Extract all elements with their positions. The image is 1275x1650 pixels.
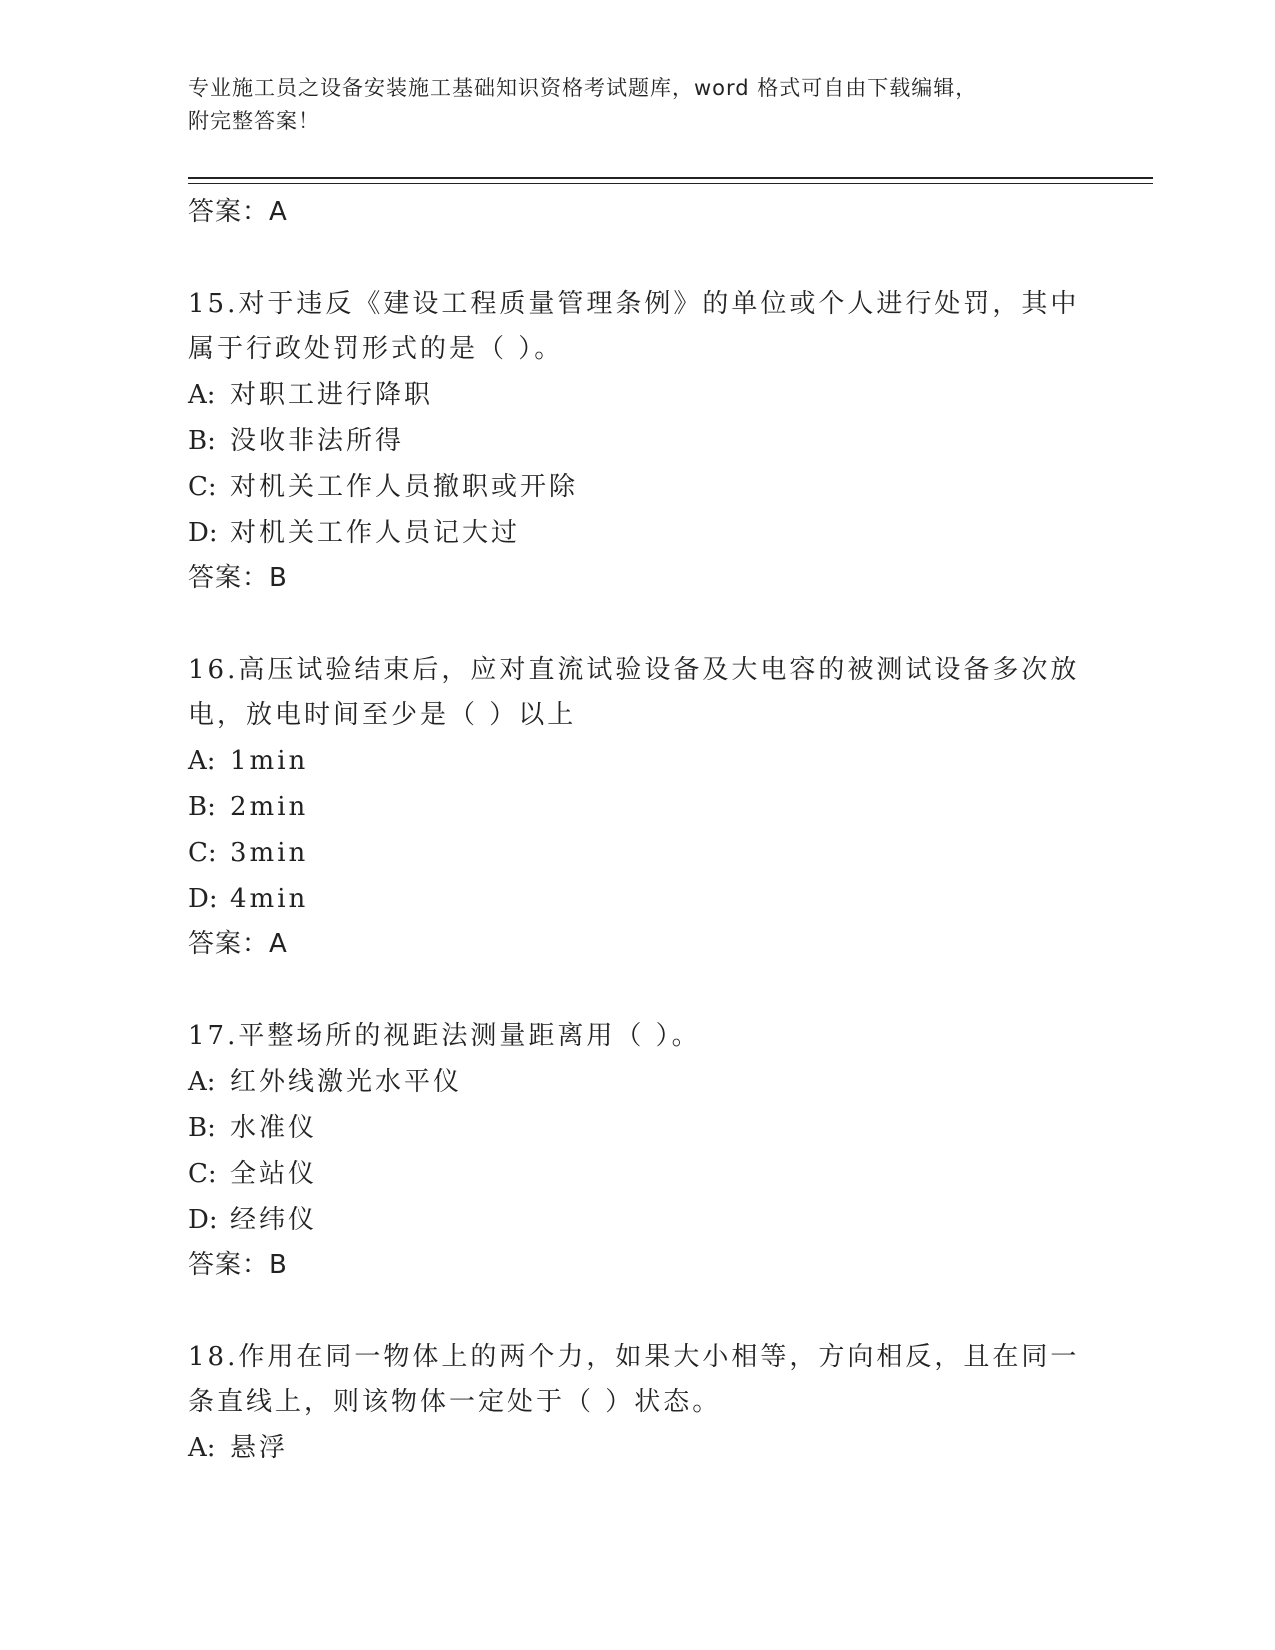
header-divider-thin [188,183,1153,184]
option-text: 对职工进行降职 [230,380,434,410]
question-stem: 电，放电时间至少是（ ）以上 [188,700,577,730]
option-text: 全站仪 [230,1159,318,1189]
answer-option [188,1105,1088,1151]
question-stem: 16.高压试验结束后，应对直流试验设备及大电容的被测试设备多次放 [188,655,1080,685]
question-stem: 17.平整场所的视距法测量距离用（ ）。 [188,1021,701,1051]
answer-option [188,784,1088,830]
answer-line: 答案：A [188,197,288,227]
option-letter: B: [188,426,216,456]
header-divider-thick [188,177,1153,179]
option-letter: A: [188,1067,216,1097]
option-text: 经纬仪 [230,1205,318,1235]
answer-option [188,372,1088,418]
question-stem: 15.对于违反《建设工程质量管理条例》的单位或个人进行处罚，其中 [188,289,1080,319]
option-text: 对机关工作人员记大过 [230,518,521,548]
document-header [188,72,1068,138]
option-text: 3min [230,838,309,868]
option-letter: A: [188,380,216,410]
question-stem: 18.作用在同一物体上的两个力，如果大小相等，方向相反，且在同一 [188,1342,1080,1372]
option-letter: A: [188,746,216,776]
option-letter: B: [188,792,216,822]
option-letter: C: [188,838,217,868]
answer-line: 答案：B [188,563,288,593]
option-text: 1min [230,746,309,776]
question-list [188,190,1088,1471]
option-text: 悬浮 [230,1433,289,1463]
question-block [188,282,1088,601]
option-text: 对机关工作人员撤职或开除 [230,472,579,502]
option-text: 没收非法所得 [230,426,405,456]
answer-option [188,510,1088,556]
question-block [188,1014,1088,1288]
option-letter: B: [188,1113,216,1143]
answer-option [188,830,1088,876]
answer-option [188,1197,1088,1243]
option-letter: C: [188,472,217,502]
option-letter: D: [188,518,218,548]
answer-line: 答案：B [188,1250,288,1280]
option-text: 红外线激光水平仪 [230,1067,463,1097]
header-line: 附完整答案！ [188,109,320,133]
option-text: 4min [230,884,309,914]
question-stem: 属于行政处罚形式的是（ ）。 [188,334,564,364]
answer-option [188,418,1088,464]
answer-option [188,1151,1088,1197]
answer-option [188,738,1088,784]
option-letter: A: [188,1433,216,1463]
answer-option [188,1425,1088,1471]
answer-line: 答案：A [188,929,288,959]
answer-option [188,464,1088,510]
option-letter: C: [188,1159,217,1189]
option-letter: D: [188,884,218,914]
answer-option [188,1059,1088,1105]
question-block [188,648,1088,967]
header-line: 专业施工员之设备安装施工基础知识资格考试题库，word 格式可自由下载编辑， [188,76,978,100]
option-text: 2min [230,792,309,822]
question-block [188,1335,1088,1471]
answer-option [188,876,1088,922]
option-text: 水准仪 [230,1113,318,1143]
option-letter: D: [188,1205,218,1235]
question-stem: 条直线上，则该物体一定处于（ ）状态。 [188,1387,722,1417]
